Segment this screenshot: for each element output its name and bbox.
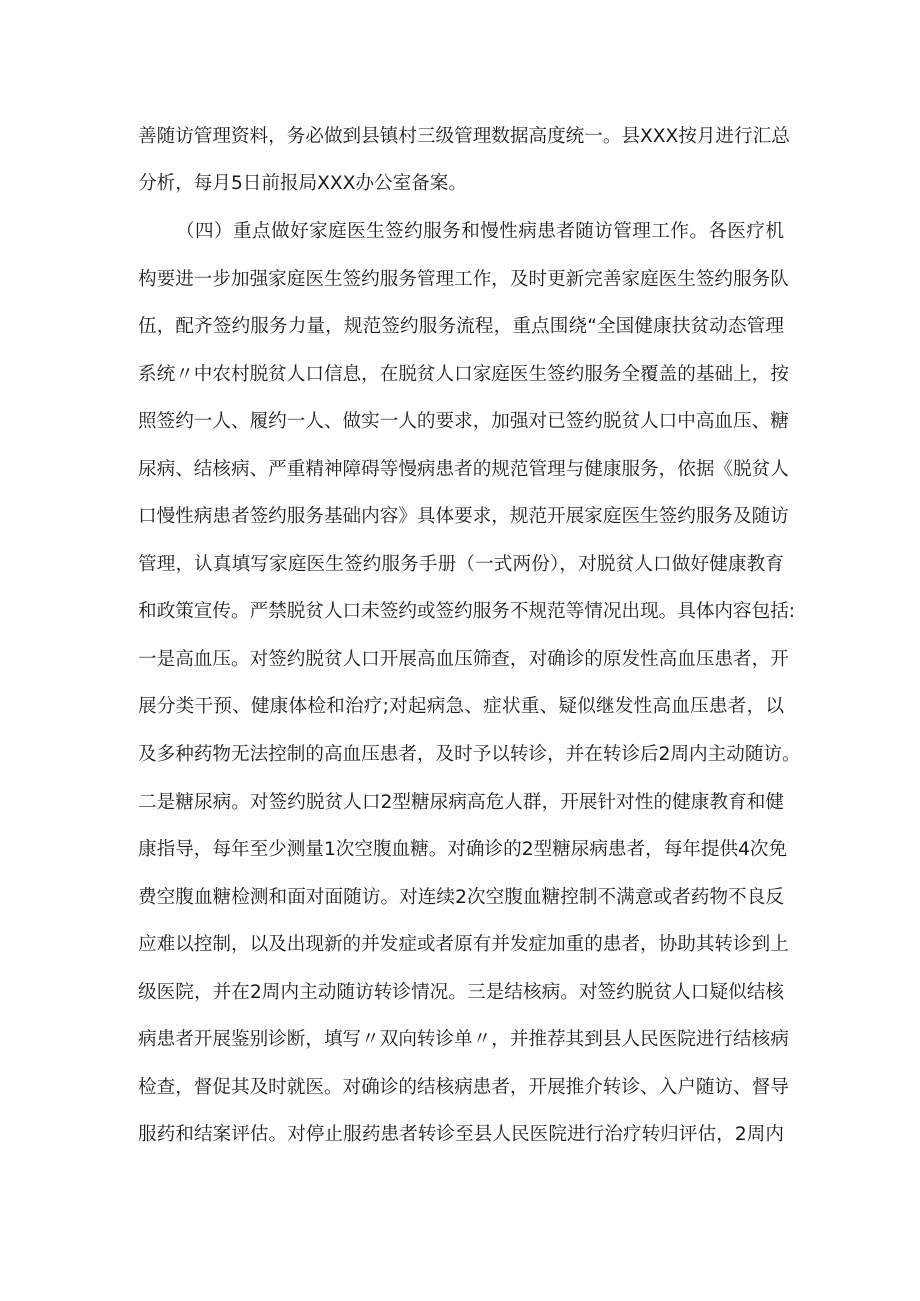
text-line: 病患者开展鉴别诊断，填写〃双向转诊单〃，并推荐其到县人民医院进行结核病 bbox=[138, 1029, 789, 1050]
text-line: 尿病、结核病、严重精神障碍等慢病患者的规范管理与健康服务，依据《脱贫人 bbox=[138, 459, 789, 480]
text-line: 服药和结案评估。对停止服药患者转诊至县人民医院进行治疗转归评估，2周内 bbox=[138, 1124, 784, 1145]
text-line: 应难以控制，以及出现新的并发症或者原有并发症加重的患者，协助其转诊到上 bbox=[138, 934, 789, 955]
text-line: 管理，认真填写家庭医生签约服务手册（一式两份），对脱贫人口做好健康教育 bbox=[138, 554, 784, 575]
text-line: 分析，每月5日前报局XXX办公室备案。 bbox=[138, 173, 467, 194]
text-line: 善随访管理资料，务必做到县镇村三级管理数据高度统一。县XXX按月进行汇总 bbox=[138, 126, 790, 147]
text-line: 构要进一步加强家庭医生签约服务管理工作，及时更新完善家庭医生签约服务队 bbox=[138, 269, 789, 290]
text-line: 级医院，并在2周内主动随访转诊情况。三是结核病。对签约脱贫人口疑似结核 bbox=[138, 982, 784, 1003]
text-line: 和政策宣传。严禁脱贫人口未签约或签约服务不规范等情况出现。具体内容包括: bbox=[138, 601, 796, 622]
text-line: 系统〃中农村脱贫人口信息，在脱贫人口家庭医生签约服务全覆盖的基础上，按 bbox=[138, 364, 789, 385]
text-line: 检查，督促其及时就医。对确诊的结核病患者，开展推介转诊、入户随访、督导 bbox=[138, 1077, 789, 1098]
text-line: 康指导，每年至少测量1次空腹血糖。对确诊的2型糖尿病患者，每年提供4次免 bbox=[138, 839, 788, 860]
text-line: （四）重点做好家庭医生签约服务和慢性病患者随访管理工作。各医疗机 bbox=[176, 221, 784, 242]
text-line: 照签约一人、履约一人、做实一人的要求，加强对已签约脱贫人口中高血压、糖 bbox=[138, 411, 789, 432]
text-line: 费空腹血糖检测和面对面随访。对连续2次空腹血糖控制不满意或者药物不良反 bbox=[138, 887, 784, 908]
text-line: 及多种药物无法控制的高血压患者，及时予以转诊，并在转诊后2周内主动随访。 bbox=[138, 744, 801, 765]
text-line: 二是糖尿病。对签约脱贫人口2型糖尿病高危人群，开展针对性的健康教育和健 bbox=[138, 792, 784, 813]
text-line: 一是高血压。对签约脱贫人口开展高血压筛查，对确诊的原发性高血压患者，开 bbox=[138, 649, 789, 670]
text-line: 口慢性病患者签约服务基础内容》具体要求，规范开展家庭医生签约服务及随访 bbox=[138, 506, 789, 527]
text-line: 伍，配齐签约服务力量，规范签约服务流程，重点围绕“全国健康扶贫动态管理 bbox=[138, 316, 784, 337]
text-line: 展分类干预、健康体检和治疗;对起病急、症状重、疑似继发性高血压患者，以 bbox=[138, 696, 784, 717]
